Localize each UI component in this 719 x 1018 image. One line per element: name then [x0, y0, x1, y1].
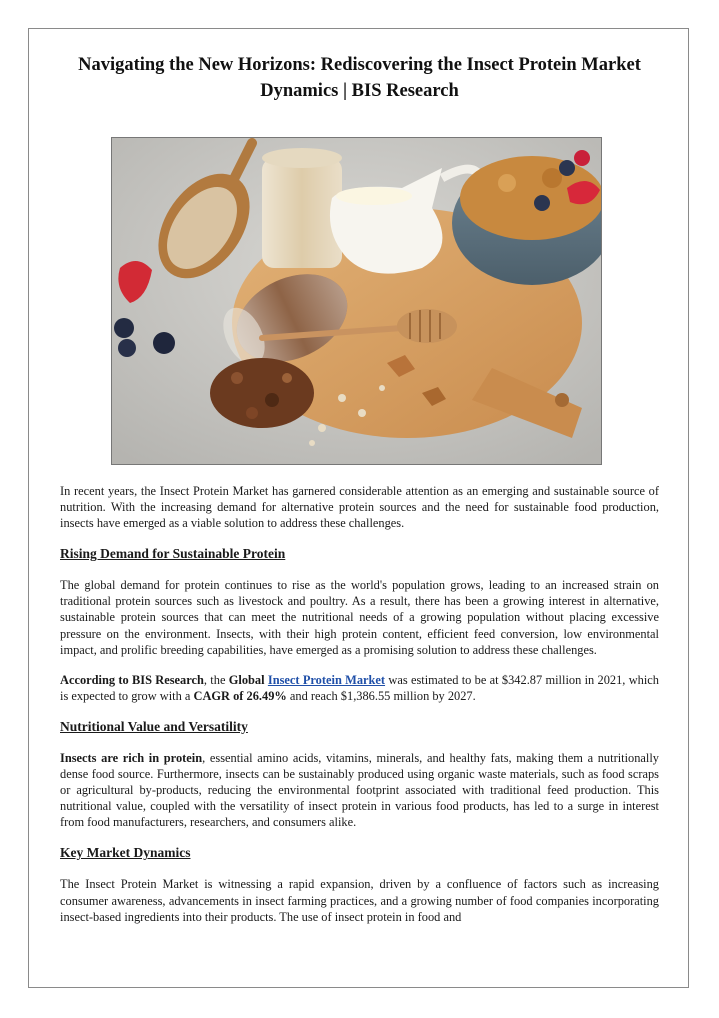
section-heading-sustainable-protein: Rising Demand for Sustainable Protein — [60, 546, 286, 562]
source-lead: According to BIS Research — [60, 672, 204, 687]
sustainable-protein-paragraph: The global demand for protein continues to rise as the world's population grows, leading to an increased strain on traditional protein sources such as livestock and poultry. As a result, there has been a growing interest in alternative, sustainable protein sources that can meet the nutritional needs of a growing population without placing excessive pressure on the environment. Insects, with their high protein content, efficient feed conversion, low environmental impact, and prolific breeding capabilities, have emerged as a promising solution to address these challenges. — [60, 578, 659, 657]
page-title: Navigating the New Horizons: Rediscovering the Insect Protein Market Dynamics | BIS Research — [78, 55, 641, 101]
section-heading-nutritional-value: Nutritional Value and Versatility — [60, 718, 248, 734]
hero-image — [111, 137, 602, 465]
global-label: Global — [228, 672, 265, 687]
market-stat-text-1: , the — [203, 672, 229, 687]
nutritional-value-paragraph — [60, 750, 659, 830]
nutrition-text: , essential amino acids, vitamins, minerals, and healthy fats, making them a nutritionally dense food source. Furthermore, insects can be sustainably produced using organic waste materials, such as food scraps or agricultural by-products, reducing the environmental footprint associated with traditional feed production. This nutritional value, coupled with the versatility of insect protein in various food products, has led to a surge in interest from food manufacturers, researchers, and consumers alike. — [60, 750, 659, 830]
market-stat-text-2: was estimated to be at $342.87 million in 2021, which is expected to grow with a — [60, 672, 659, 703]
oats-jar — [262, 148, 342, 268]
market-dynamics-paragraph: The Insect Protein Market is witnessing a rapid expansion, driven by a confluence of factors such as increasing consumer awareness, advancements in insect farming practices, and a growing number of food companies incorporating insect-based ingredients into their products. The use of insect protein in food and — [60, 877, 659, 924]
section-heading-market-dynamics: Key Market Dynamics — [60, 845, 191, 861]
market-stat-text-3: and reach $1,386.55 million by 2027. — [286, 688, 476, 703]
insect-protein-market-link[interactable]: Insect Protein Market — [267, 672, 386, 687]
market-stat-paragraph — [60, 672, 659, 704]
cagr-value: CAGR of 26.49% — [193, 688, 287, 703]
nutrition-lead: Insects are rich in protein — [60, 750, 203, 765]
article-body — [60, 483, 659, 939]
intro-paragraph: In recent years, the Insect Protein Market has garnered considerable attention as an emerging and sustainable source of nutrition. With the increasing demand for alternative protein sources and the need for sustainable food production, insects have emerged as a viable solution to address these challenges. — [60, 484, 659, 531]
